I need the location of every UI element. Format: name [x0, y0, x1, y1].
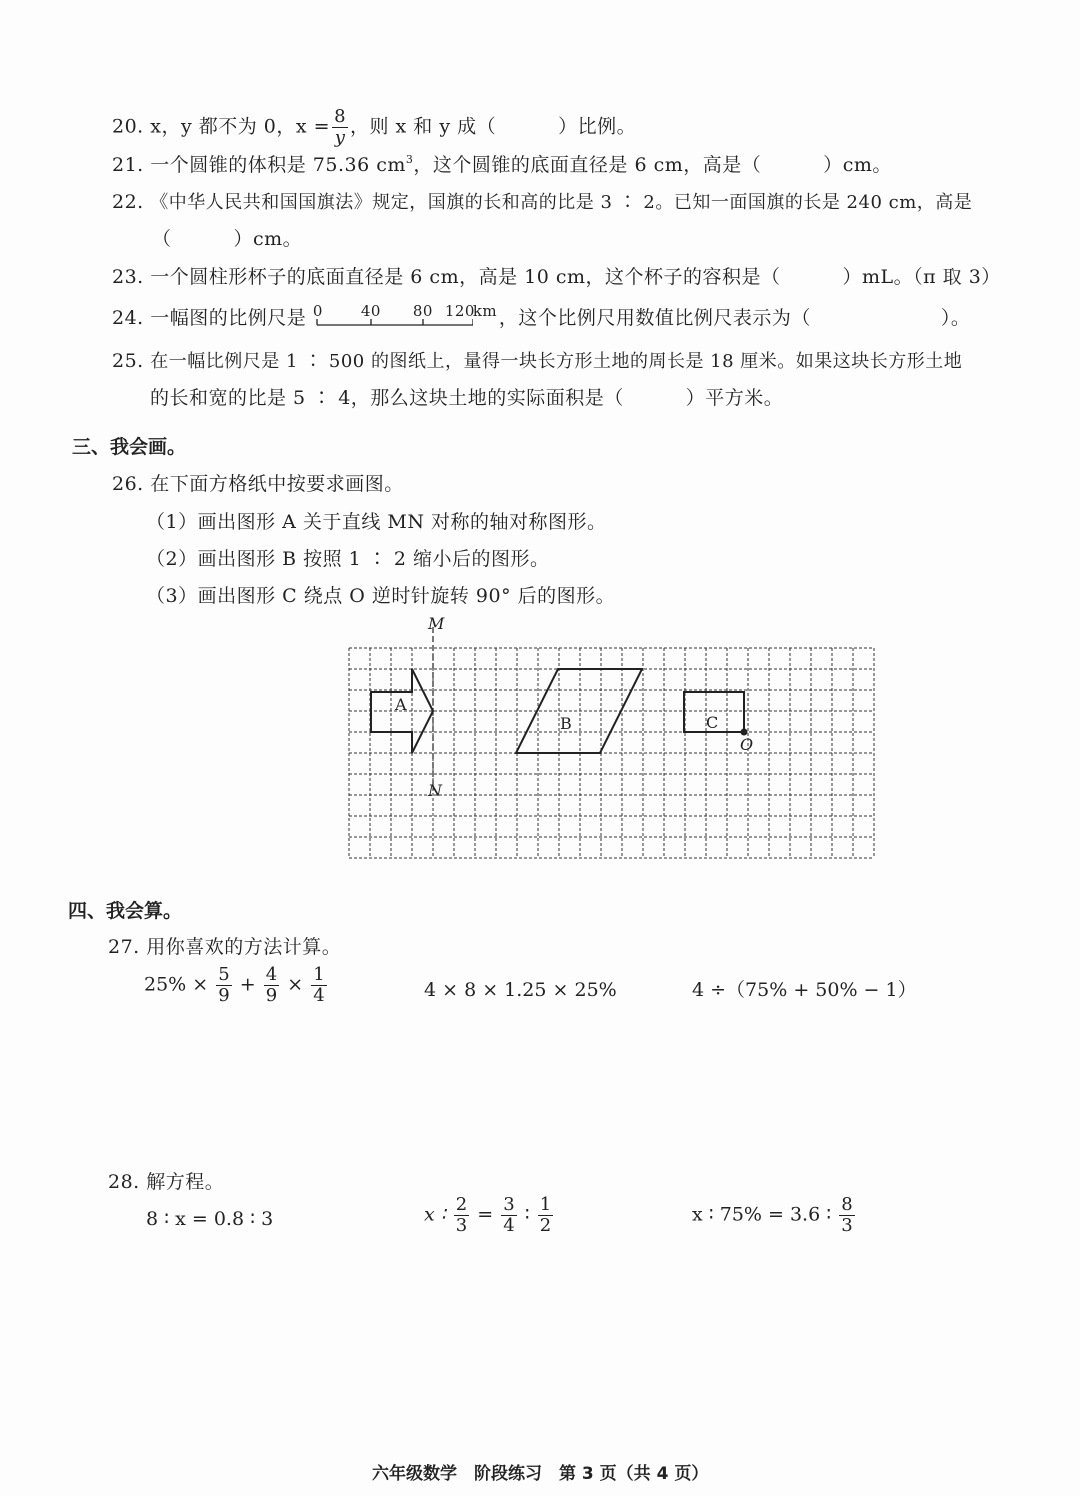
question-number: 25. [112, 350, 144, 372]
question-number: 28. [108, 1171, 140, 1193]
scale-tick-label: 80 [412, 302, 433, 320]
scale-tick-label: 120 [444, 302, 475, 320]
question-21: 21. 一个圆锥的体积是 75.36 $cm^3$，这个圆锥的底面直径是 6 cm，高是（ ）cm。 [112, 153, 892, 176]
label-a: A [395, 695, 407, 714]
grid-paper [330, 612, 890, 872]
question-22: 22. 《中华人民共和国国旗法》规定，国旗的长和高的比是 3 ∶ 2。已知一面国旗的长是 240 cm，高是 [112, 191, 973, 213]
q27-expr-2: 4 × 8 × 1.25 × 25% [424, 979, 617, 1001]
question-number: 24. [112, 307, 144, 329]
q27-expr-1: 25% × $\frac{5}{9}$ + $\frac{4}{9}$ × $\frac{1}{4}$ [144, 964, 325, 1006]
section-heading-4: 四、我会算。 [68, 900, 183, 922]
q26-item-1: （1）画出图形 A 关于直线 MN 对称的轴对称图形。 [146, 511, 607, 533]
q26-item-3: （3）画出图形 C 绕点 O 逆时针旋转 90° 后的图形。 [146, 585, 616, 607]
question-28: 28. 解方程。 [108, 1171, 225, 1193]
scale-bar [312, 302, 498, 332]
page-footer: 六年级数学 阶段练习 第 3 页（共 4 页） [372, 1464, 709, 1484]
scale-tick-label: 40 [360, 302, 381, 320]
label-o: O [740, 735, 754, 754]
question-25: 25. 在一幅比例尺是 1 ∶ 500 的图纸上，量得一块长方形土地的周长是 18 厘米。如果这块长方形土地 [112, 350, 963, 372]
label-c: C [706, 713, 719, 732]
question-text: x，y 都不为 0，x = [150, 115, 331, 138]
fraction: $\frac{8}{y}$ [334, 106, 347, 148]
question-text: ，则 x 和 y 成（ [350, 115, 497, 138]
label-b: B [560, 714, 572, 733]
question-number: 27. [108, 936, 140, 958]
scale-tick-label: 0 [312, 302, 323, 320]
q28-eq-1: 8 ∶ x = 0.8 ∶ 3 [146, 1208, 274, 1230]
section-heading-3: 三、我会画。 [72, 436, 187, 458]
label-m: M [428, 614, 445, 633]
question-22-cont: （ ）cm。 [152, 228, 303, 250]
q26-item-2: （2）画出图形 B 按照 1 ∶ 2 缩小后的图形。 [146, 548, 550, 570]
question-25-cont: 的长和宽的比是 5 ∶ 4，那么这块土地的实际面积是（ ）平方米。 [150, 387, 784, 409]
question-number: 23. [112, 266, 144, 288]
question-23: 23. 一个圆柱形杯子的底面直径是 6 cm，高是 10 cm，这个杯子的容积是（ ）mL。（π 取 3） [112, 266, 1001, 288]
question-20: 20. x，y 都不为 0，x = $\frac{8}{y}$ ，则 x 和 y 成（ ）比例。 [112, 106, 637, 148]
question-number: 20. [112, 115, 144, 138]
question-24: 24. 一幅图的比例尺是 0 40 80 120 km ，这个比例尺用数值比例尺表示为（ ）。 [112, 306, 970, 332]
question-number: 22. [112, 191, 144, 213]
q28-eq-2: x ∶ $\frac{2}{3}$ = $\frac{3}{4}$ ∶ $\frac{1}{2}$ [424, 1194, 552, 1236]
label-n: N [428, 781, 442, 800]
q27-expr-3: 4 ÷（75% + 50% − 1） [692, 979, 917, 1001]
q28-eq-3: x ∶ 75% = 3.6 ∶ $\frac{8}{3}$ [692, 1194, 853, 1236]
scale-unit: km [472, 302, 498, 320]
question-26: 26. 在下面方格纸中按要求画图。 [112, 473, 404, 495]
question-number: 21. [112, 154, 144, 176]
question-number: 26. [112, 473, 144, 495]
question-27: 27. 用你喜欢的方法计算。 [108, 936, 342, 958]
